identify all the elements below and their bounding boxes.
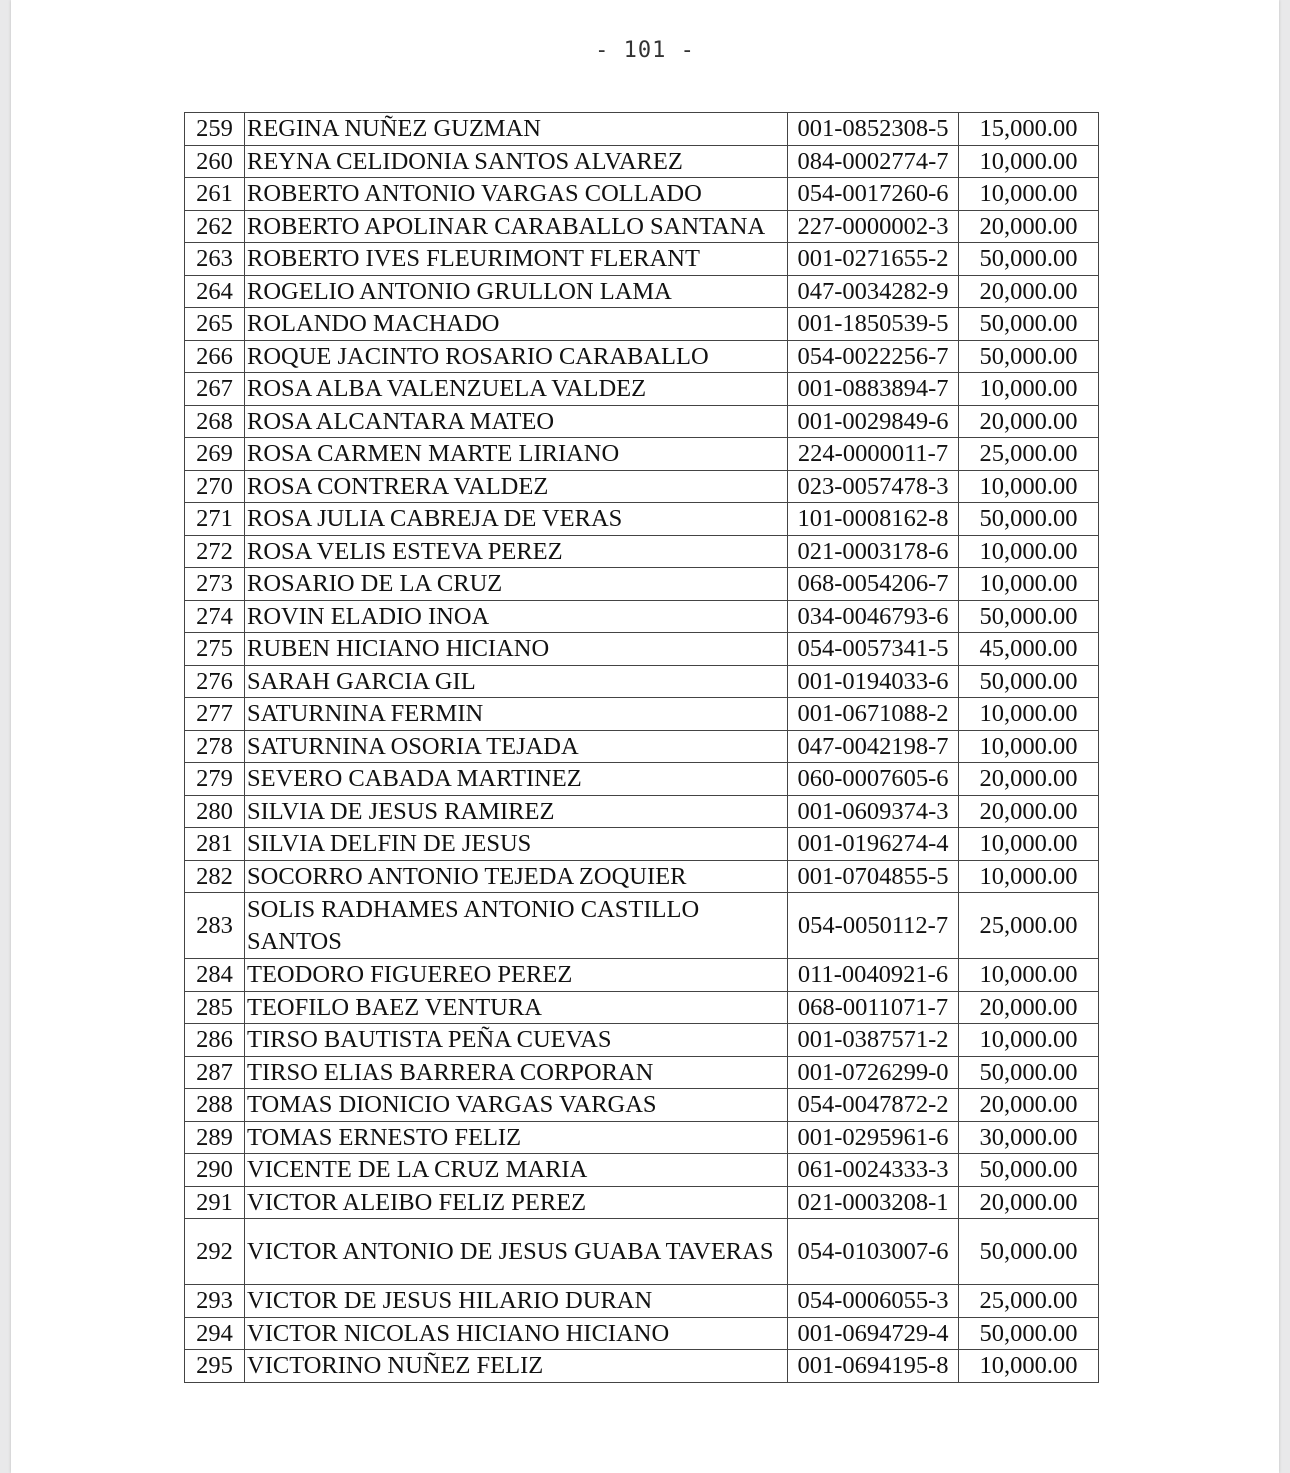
row-amount-cell: 25,000.00 <box>959 438 1099 471</box>
row-name-cell: TIRSO ELIAS BARRERA CORPORAN <box>245 1056 788 1089</box>
row-amount-cell: 10,000.00 <box>959 535 1099 568</box>
table-row <box>185 763 1099 796</box>
row-cedula-cell: 023-0057478-3 <box>788 470 959 503</box>
row-amount-cell: 10,000.00 <box>959 860 1099 893</box>
row-number-cell: 288 <box>185 1089 245 1122</box>
row-name-cell: SATURNINA FERMIN <box>245 698 788 731</box>
row-amount-cell: 10,000.00 <box>959 828 1099 861</box>
row-number-cell: 287 <box>185 1056 245 1089</box>
row-name-cell: ROSA CONTRERA VALDEZ <box>245 470 788 503</box>
row-number-cell: 291 <box>185 1186 245 1219</box>
row-number-cell: 260 <box>185 145 245 178</box>
row-cedula-cell: 011-0040921-6 <box>788 959 959 992</box>
row-number-cell: 265 <box>185 308 245 341</box>
row-name-cell: ROSA VELIS ESTEVA PEREZ <box>245 535 788 568</box>
table-row <box>185 340 1099 373</box>
row-amount-cell: 10,000.00 <box>959 959 1099 992</box>
table-row <box>185 1154 1099 1187</box>
table-row <box>185 535 1099 568</box>
row-number-cell: 285 <box>185 991 245 1024</box>
row-cedula-cell: 047-0042198-7 <box>788 730 959 763</box>
row-name-cell: ROSA ALBA VALENZUELA VALDEZ <box>245 373 788 406</box>
row-cedula-cell: 060-0007605-6 <box>788 763 959 796</box>
row-name-cell: ROGELIO ANTONIO GRULLON LAMA <box>245 275 788 308</box>
table-row <box>185 730 1099 763</box>
row-number-cell: 284 <box>185 959 245 992</box>
row-number-cell: 282 <box>185 860 245 893</box>
row-name-cell: RUBEN HICIANO HICIANO <box>245 633 788 666</box>
row-cedula-cell: 054-0047872-2 <box>788 1089 959 1122</box>
row-amount-cell: 10,000.00 <box>959 1350 1099 1383</box>
row-number-cell: 274 <box>185 600 245 633</box>
row-number-cell: 263 <box>185 243 245 276</box>
row-amount-cell: 10,000.00 <box>959 1024 1099 1057</box>
row-cedula-cell: 001-0029849-6 <box>788 405 959 438</box>
table-row <box>185 1350 1099 1383</box>
row-name-cell: SOLIS RADHAMES ANTONIO CASTILLO SANTOS <box>245 893 788 959</box>
row-cedula-cell: 054-0050112-7 <box>788 893 959 959</box>
row-number-cell: 281 <box>185 828 245 861</box>
row-number-cell: 261 <box>185 178 245 211</box>
row-amount-cell: 50,000.00 <box>959 308 1099 341</box>
table-row <box>185 503 1099 536</box>
row-name-cell: REYNA CELIDONIA SANTOS ALVAREZ <box>245 145 788 178</box>
row-amount-cell: 50,000.00 <box>959 503 1099 536</box>
table-row <box>185 698 1099 731</box>
row-amount-cell: 10,000.00 <box>959 470 1099 503</box>
row-number-cell: 292 <box>185 1219 245 1285</box>
row-amount-cell: 50,000.00 <box>959 600 1099 633</box>
row-name-cell: ROBERTO APOLINAR CARABALLO SANTANA <box>245 210 788 243</box>
page-number: - 101 - <box>595 38 695 63</box>
table-row <box>185 959 1099 992</box>
row-amount-cell: 20,000.00 <box>959 1186 1099 1219</box>
row-name-cell: VICTOR ANTONIO DE JESUS GUABA TAVERAS <box>245 1219 788 1285</box>
row-amount-cell: 10,000.00 <box>959 698 1099 731</box>
table-row <box>185 178 1099 211</box>
table-row <box>185 113 1099 146</box>
row-cedula-cell: 001-0694195-8 <box>788 1350 959 1383</box>
row-name-cell: ROSA ALCANTARA MATEO <box>245 405 788 438</box>
row-number-cell: 293 <box>185 1285 245 1318</box>
row-name-cell: TOMAS ERNESTO FELIZ <box>245 1121 788 1154</box>
row-cedula-cell: 224-0000011-7 <box>788 438 959 471</box>
row-amount-cell: 10,000.00 <box>959 373 1099 406</box>
table-row <box>185 568 1099 601</box>
row-name-cell: ROLANDO MACHADO <box>245 308 788 341</box>
row-amount-cell: 15,000.00 <box>959 113 1099 146</box>
row-name-cell: SILVIA DELFIN DE JESUS <box>245 828 788 861</box>
row-amount-cell: 20,000.00 <box>959 275 1099 308</box>
row-amount-cell: 50,000.00 <box>959 665 1099 698</box>
row-name-cell: SOCORRO ANTONIO TEJEDA ZOQUIER <box>245 860 788 893</box>
row-cedula-cell: 054-0057341-5 <box>788 633 959 666</box>
row-name-cell: TEOFILO BAEZ VENTURA <box>245 991 788 1024</box>
row-number-cell: 269 <box>185 438 245 471</box>
row-number-cell: 267 <box>185 373 245 406</box>
table-row <box>185 1186 1099 1219</box>
table-row <box>185 210 1099 243</box>
table-row <box>185 1317 1099 1350</box>
row-amount-cell: 50,000.00 <box>959 1154 1099 1187</box>
row-name-cell: SARAH GARCIA GIL <box>245 665 788 698</box>
row-cedula-cell: 054-0017260-6 <box>788 178 959 211</box>
row-amount-cell: 20,000.00 <box>959 763 1099 796</box>
row-amount-cell: 20,000.00 <box>959 1089 1099 1122</box>
row-name-cell: TIRSO BAUTISTA PEÑA CUEVAS <box>245 1024 788 1057</box>
row-number-cell: 290 <box>185 1154 245 1187</box>
row-cedula-cell: 084-0002774-7 <box>788 145 959 178</box>
table-row <box>185 145 1099 178</box>
row-amount-cell: 25,000.00 <box>959 1285 1099 1318</box>
row-amount-cell: 10,000.00 <box>959 145 1099 178</box>
table-row <box>185 600 1099 633</box>
row-number-cell: 275 <box>185 633 245 666</box>
row-number-cell: 295 <box>185 1350 245 1383</box>
row-name-cell: ROSARIO DE LA CRUZ <box>245 568 788 601</box>
row-amount-cell: 45,000.00 <box>959 633 1099 666</box>
row-name-cell: TOMAS DIONICIO VARGAS VARGAS <box>245 1089 788 1122</box>
row-name-cell: ROVIN ELADIO INOA <box>245 600 788 633</box>
row-number-cell: 283 <box>185 893 245 959</box>
row-cedula-cell: 001-0883894-7 <box>788 373 959 406</box>
table-row <box>185 438 1099 471</box>
row-name-cell: ROSA JULIA CABREJA DE VERAS <box>245 503 788 536</box>
row-number-cell: 259 <box>185 113 245 146</box>
row-cedula-cell: 054-0103007-6 <box>788 1219 959 1285</box>
row-number-cell: 294 <box>185 1317 245 1350</box>
row-cedula-cell: 001-0726299-0 <box>788 1056 959 1089</box>
table-row <box>185 373 1099 406</box>
beneficiaries-table <box>184 112 1099 1383</box>
row-name-cell: ROBERTO ANTONIO VARGAS COLLADO <box>245 178 788 211</box>
row-cedula-cell: 047-0034282-9 <box>788 275 959 308</box>
row-number-cell: 266 <box>185 340 245 373</box>
table-row <box>185 1219 1099 1285</box>
row-number-cell: 278 <box>185 730 245 763</box>
row-number-cell: 264 <box>185 275 245 308</box>
row-number-cell: 289 <box>185 1121 245 1154</box>
row-name-cell: VICTOR DE JESUS HILARIO DURAN <box>245 1285 788 1318</box>
document-page <box>11 0 1279 1473</box>
row-amount-cell: 20,000.00 <box>959 991 1099 1024</box>
table-row <box>185 1089 1099 1122</box>
row-cedula-cell: 054-0006055-3 <box>788 1285 959 1318</box>
row-amount-cell: 25,000.00 <box>959 893 1099 959</box>
row-amount-cell: 20,000.00 <box>959 795 1099 828</box>
table-row <box>185 828 1099 861</box>
row-name-cell: VICTORINO NUÑEZ FELIZ <box>245 1350 788 1383</box>
table-row <box>185 308 1099 341</box>
table-row <box>185 991 1099 1024</box>
row-cedula-cell: 001-0194033-6 <box>788 665 959 698</box>
table-row <box>185 665 1099 698</box>
table-row <box>185 1024 1099 1057</box>
row-cedula-cell: 034-0046793-6 <box>788 600 959 633</box>
row-number-cell: 273 <box>185 568 245 601</box>
row-cedula-cell: 054-0022256-7 <box>788 340 959 373</box>
row-number-cell: 270 <box>185 470 245 503</box>
row-amount-cell: 20,000.00 <box>959 210 1099 243</box>
row-cedula-cell: 227-0000002-3 <box>788 210 959 243</box>
row-amount-cell: 50,000.00 <box>959 1317 1099 1350</box>
table-row <box>185 1056 1099 1089</box>
row-cedula-cell: 001-0387571-2 <box>788 1024 959 1057</box>
row-number-cell: 280 <box>185 795 245 828</box>
row-amount-cell: 10,000.00 <box>959 730 1099 763</box>
row-cedula-cell: 061-0024333-3 <box>788 1154 959 1187</box>
row-name-cell: ROQUE JACINTO ROSARIO CARABALLO <box>245 340 788 373</box>
row-cedula-cell: 021-0003178-6 <box>788 535 959 568</box>
table-row <box>185 470 1099 503</box>
row-name-cell: ROBERTO IVES FLEURIMONT FLERANT <box>245 243 788 276</box>
row-number-cell: 268 <box>185 405 245 438</box>
table-row <box>185 1121 1099 1154</box>
row-cedula-cell: 021-0003208-1 <box>788 1186 959 1219</box>
row-amount-cell: 20,000.00 <box>959 405 1099 438</box>
row-number-cell: 271 <box>185 503 245 536</box>
row-number-cell: 277 <box>185 698 245 731</box>
row-amount-cell: 50,000.00 <box>959 243 1099 276</box>
row-name-cell: SATURNINA OSORIA TEJADA <box>245 730 788 763</box>
row-amount-cell: 30,000.00 <box>959 1121 1099 1154</box>
row-name-cell: REGINA NUÑEZ GUZMAN <box>245 113 788 146</box>
row-amount-cell: 50,000.00 <box>959 1219 1099 1285</box>
row-amount-cell: 50,000.00 <box>959 1056 1099 1089</box>
table-row <box>185 860 1099 893</box>
row-name-cell: VICTOR NICOLAS HICIANO HICIANO <box>245 1317 788 1350</box>
row-amount-cell: 10,000.00 <box>959 178 1099 211</box>
row-cedula-cell: 001-0852308-5 <box>788 113 959 146</box>
row-amount-cell: 10,000.00 <box>959 568 1099 601</box>
row-name-cell: VICENTE DE LA CRUZ MARIA <box>245 1154 788 1187</box>
row-cedula-cell: 001-1850539-5 <box>788 308 959 341</box>
row-cedula-cell: 068-0054206-7 <box>788 568 959 601</box>
row-cedula-cell: 001-0196274-4 <box>788 828 959 861</box>
row-number-cell: 276 <box>185 665 245 698</box>
row-cedula-cell: 101-0008162-8 <box>788 503 959 536</box>
table-row <box>185 1285 1099 1318</box>
row-cedula-cell: 001-0671088-2 <box>788 698 959 731</box>
table-row <box>185 243 1099 276</box>
table-body <box>185 113 1099 1383</box>
row-name-cell: SEVERO CABADA MARTINEZ <box>245 763 788 796</box>
row-number-cell: 262 <box>185 210 245 243</box>
row-cedula-cell: 001-0609374-3 <box>788 795 959 828</box>
row-cedula-cell: 001-0295961-6 <box>788 1121 959 1154</box>
row-cedula-cell: 001-0694729-4 <box>788 1317 959 1350</box>
row-name-cell: SILVIA DE JESUS RAMIREZ <box>245 795 788 828</box>
row-cedula-cell: 068-0011071-7 <box>788 991 959 1024</box>
row-number-cell: 279 <box>185 763 245 796</box>
row-number-cell: 272 <box>185 535 245 568</box>
row-amount-cell: 50,000.00 <box>959 340 1099 373</box>
table-row <box>185 893 1099 959</box>
row-number-cell: 286 <box>185 1024 245 1057</box>
row-cedula-cell: 001-0704855-5 <box>788 860 959 893</box>
table-row <box>185 275 1099 308</box>
row-name-cell: ROSA CARMEN MARTE LIRIANO <box>245 438 788 471</box>
table-row <box>185 633 1099 666</box>
table-row <box>185 405 1099 438</box>
table-row <box>185 795 1099 828</box>
row-cedula-cell: 001-0271655-2 <box>788 243 959 276</box>
row-name-cell: TEODORO FIGUEREO PEREZ <box>245 959 788 992</box>
row-name-cell: VICTOR ALEIBO FELIZ PEREZ <box>245 1186 788 1219</box>
